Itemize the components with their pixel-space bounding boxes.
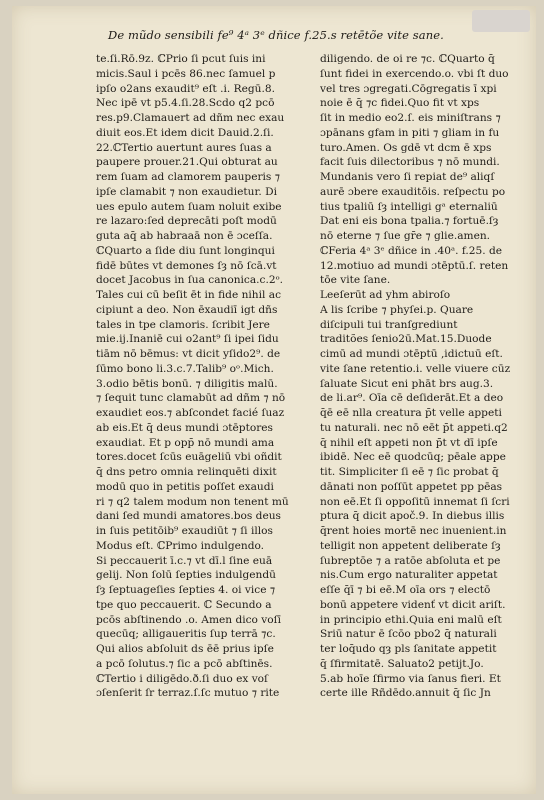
text-line: traditões ſenio2ū.Mat.15.Duode [320, 333, 492, 346]
text-line: tales in tpe clamoris. ſcribit Jere [96, 318, 270, 331]
text-line: docet Jacobus in ſua canonica.c.2ᵒ. [96, 274, 284, 287]
text-line: Dat eni eis bona tpalia.⁊ fortuē.ſȝ [320, 215, 499, 228]
text-line: in ſuis petitōib⁹ exaudiūt ⁊ ſi illos [96, 525, 273, 537]
text-line: in principio ethi.Quia eni malū eſt [320, 613, 502, 626]
text-line: res.p9.Clamauert ad dñm nec exau [96, 112, 285, 124]
text-line: diuit eos.Et idem dicit Dauid.2.ſi. [96, 126, 274, 139]
text-line: noie ē q̄ ⁊c fidei.Quo fit vt xps [320, 97, 480, 110]
text-line: A lis ſcribe ⁊ phyſei.p. Quare [320, 303, 474, 316]
text-line: ſūmo bono li.3.c.7.Talib⁹ oᵒ.Mich. [96, 362, 274, 375]
text-line: re lazaro:ſed deprecāti poſt modū [96, 215, 277, 228]
text-line: 22.ℂTertio auertunt aures ſuas a [96, 141, 272, 154]
text-line: dani ſed mundi amatores.bos deus [96, 510, 281, 523]
text-line: te.ſi.Rō.9z. ℂPrio ſi pcut ſuis ini [96, 53, 266, 65]
text-line: ſunt fidei in exercendo.o. vbi ſt duo [320, 67, 509, 80]
text-line: facit ſuis dilectoribus ⁊ nō mundi. [320, 156, 500, 169]
right-text-column [320, 52, 516, 701]
text-line: tit. Simpliciter ſi eē ⁊ ſic probat q̄ [320, 466, 499, 478]
text-line: gelij. Non ſolū ſepties indulgendū [96, 569, 276, 582]
text-line: ſubreptōe ⁊ a ratōe abſoluta et pe [320, 554, 501, 567]
text-line: ues epulo autem ſuam noluit exibe [96, 200, 282, 213]
text-line: Sriū natur ē ſcōo pbo2 q̄ naturali [320, 628, 497, 641]
text-line: nis.Cum ergo naturaliter appetat [320, 569, 498, 582]
text-line: Si peccauerit ī.c.⁊ vt dī.l ſine euā [96, 554, 273, 567]
text-line: non eē.Et ſi oppoſitū innemat ſi ſcri [320, 495, 510, 508]
text-line: rem ſuam ad clamorem pauperis ⁊ [96, 171, 280, 183]
text-line: ibidē. Nec eē quodcūq; pēale appe [320, 451, 506, 464]
text-line: a pcō ſolutus.⁊ ſic a pcō abſtinēs. [96, 657, 273, 670]
text-line: diligendo. de oi re ⁊c. ℂQuarto q̄ [320, 53, 495, 65]
text-line: aurē ɔbere exauditōis. reſpectu po [320, 185, 506, 198]
text-line: vel tres ɔgregati.Cōgregatis ī xpi [320, 82, 497, 95]
text-line: exaudiet eos.⁊ abſcondet facié ſuaz [96, 407, 285, 419]
text-line: eſſe q̄ī ⁊ bi eē.M oīa ors ⁊ electō [320, 584, 491, 596]
text-line: micis.Saul i pcēs 86.nec ſamuel p [96, 67, 276, 80]
text-line: cipiunt a deo. Non ēxaudiī igt dñs [96, 303, 278, 316]
text-line: tu naturali. nec nō eēt p̄t appeti.q2 [320, 421, 508, 434]
text-line: guta aq̄ ab habraaā non ē ɔceſſa. [96, 230, 273, 242]
text-line: tōe vite ſane. [320, 274, 391, 287]
text-line: exaudiat. Et p opp̄ nō mundi ama [96, 436, 275, 449]
text-line: telligit non appetent deliberate ſȝ [320, 539, 501, 552]
text-line: Leeſerūt ad yhm abiroſo [320, 289, 451, 301]
text-line: ri ⁊ q2 talem modum non tenent mū [96, 495, 289, 508]
text-line: fidē būtes vt demones ſȝ nō ſcā.vt [96, 259, 277, 272]
text-line: ℂQuarto a ſide diu ſunt longinqui [96, 244, 275, 257]
text-line: ipſo o2ans exaudit⁹ eſt .i. Regū.8. [96, 82, 275, 95]
text-line: ſȝ ſeptuageſies ſepties 4. oi vice ⁊ [96, 584, 276, 596]
text-line: Mundanis vero ſi repiat de⁹ aliqſ [320, 171, 495, 183]
text-line: 12.motiuo ad mundi ɔtēptū.ſ. reten [320, 259, 509, 272]
text-line: 5.ab hoīe ſfirmo via ſanus fieri. Et [320, 672, 501, 685]
text-line: bonū appetere videnť vt dicit ariſt. [320, 598, 506, 611]
text-line: ter loq̄udo qȝ pls ſanitate appetit [320, 643, 497, 655]
text-line: q̄ ſfirmitatē. Saluato2 petijt.Jo. [320, 657, 484, 670]
text-line: certe ille Rñdēdo.annuit q̄ ſic Jn [320, 687, 491, 700]
text-line: quecūq; alligaueritis ſup terrā ⁊c. [96, 628, 276, 641]
text-line: tores.docet ſcūs euāgeliū vbi oñdit [96, 451, 282, 464]
text-line: q̄ nihil eſt appeti non p̄t vt dī ipſe [320, 436, 498, 449]
library-stamp [472, 10, 530, 32]
text-line: tpe quo peccauerit. ℂ Secundo a [96, 598, 272, 611]
text-line: q̄ dns petro omnia relinquēti dixit [96, 466, 277, 478]
text-line: vite ſane retentio.i. velle viuere cūz [320, 362, 511, 375]
text-line: tiām nō bēmus: vt dicit yſido2⁹. de [96, 348, 281, 360]
text-line: mie.ij.Inaniē cui o2ant⁹ ſi ipei ſidu [96, 333, 279, 346]
text-line: ɔpānans gfam in piti ⁊ gliam in fu [320, 126, 500, 139]
left-text-column [96, 52, 308, 701]
text-line: Qui alios abſoluit ds ēē prius ipſe [96, 643, 274, 655]
text-line: ⁊ ſequit tunc clamabūt ad dñm ⁊ nō [96, 392, 286, 405]
text-line: ℂTertio i diligēdo.ð.ſi duo ex voſ [96, 672, 268, 685]
text-line: Tales cui cū beſit ēt in fide nihil ac [96, 289, 282, 301]
text-line: pcōs abſtinendo .o. Amen dico voſī [96, 613, 281, 626]
running-header: De mũdo sensibili fe⁹ 4ᵃ 3ᵉ dñice f.25.s retētõe vite sane. [108, 28, 444, 42]
text-line: Nec ipē vt p5.4.ſi.28.Scdo q2 pcō [96, 97, 275, 110]
text-line: ab eis.Et q̄ deus mundi ɔtēptores [96, 421, 273, 434]
text-line: ℂFeria 4ᵃ 3ᵉ dñice in .40ᵃ. f.25. de [320, 244, 502, 257]
text-line: ipſe clamabit ⁊ non exaudietur. Di [96, 185, 277, 198]
text-line: diſcipuli tui tranſgrediunt [320, 318, 458, 331]
text-line: de li.ar⁹. Oīa cē deſiderāt.Et a deo [320, 392, 504, 405]
text-line: turo.Amen. Os gdē vt dcm ē xps [320, 141, 492, 154]
text-line: tius tpaliū ſȝ intelligi gᵃ eternaliū [320, 200, 498, 213]
text-line: Modus eſt. ℂPrimo indulgendo. [96, 539, 265, 552]
text-line: ɔſenſerit ſr terraz.ſ.ſc mutuo ⁊ rite [96, 687, 280, 700]
text-line: cimū ad mundi ɔtēptū ,idictuū eſt. [320, 348, 503, 360]
text-line: q̄ē eē nlla creatura p̄t velle appeti [320, 407, 502, 419]
text-line: modū quo in petitis poſſet exaudi [96, 480, 274, 493]
text-line: ſit in medio eo2.ſ. eis miniſtrans ⁊ [320, 112, 501, 124]
text-line: 3.odio bētis bonū. ⁊ diligitis malū. [96, 377, 278, 390]
text-line: dānati non poſſūt appetet pp pēas [320, 480, 503, 493]
text-line: nō eterne ⁊ ſue gr̄e ⁊ glie.amen. [320, 230, 491, 242]
text-line: paupere prouer.21.Qui obturat au [96, 156, 278, 169]
text-line: ſaluate Sicut eni phāt brs aug.3. [320, 377, 494, 390]
text-line: q̄rent hoies mortē nec inuenient.in [320, 525, 507, 537]
text-line: ptura q̄ dicit apoč.9. In diebus illis [320, 510, 505, 523]
